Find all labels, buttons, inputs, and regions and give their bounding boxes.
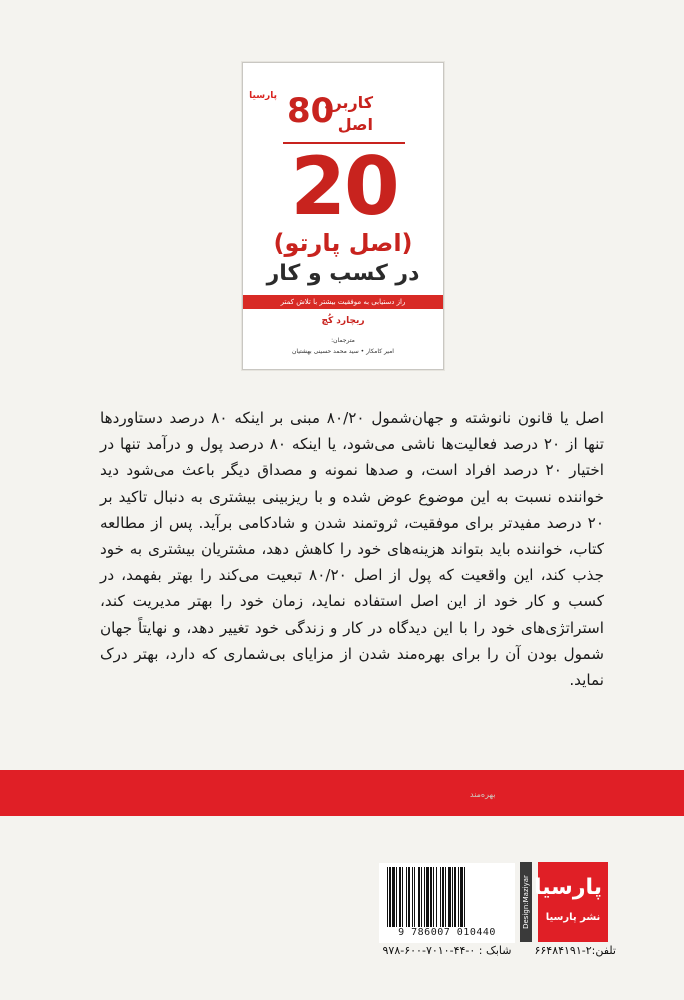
- translators-label: مترجمان:: [331, 337, 355, 344]
- front-cover-thumbnail: [242, 62, 444, 370]
- faint-watermark-text: بهره‌مند: [470, 790, 496, 799]
- cover-author: ریچارد کُچ: [321, 316, 365, 326]
- cover-title-line2: اصل: [337, 115, 373, 134]
- cover-title-line1: کاربرد: [324, 93, 373, 112]
- publisher-logo: [533, 862, 608, 942]
- number-20: 20: [290, 140, 398, 233]
- barcode-bars-icon: [385, 867, 509, 927]
- cover-tagline: راز دستیابی به موفقیت بیشتر با تلاش کمتر: [243, 295, 443, 309]
- number-80: 80: [287, 91, 335, 131]
- isbn-text: شابک : ۰-۴۴-۷۰۱۰-۶۰۰-۹۷۸: [382, 944, 512, 957]
- red-band: [0, 770, 684, 816]
- cover-title-line3: در کسب و کار: [266, 261, 420, 286]
- cover-subtitle: (اصل پارتو): [273, 229, 413, 257]
- design-credit: [520, 862, 532, 942]
- phone-number: تلفن:۲-۶۶۴۸۴۱۹۱: [534, 944, 616, 957]
- barcode-number: 9 786007 010440: [398, 927, 496, 938]
- barcode: [379, 863, 515, 943]
- publisher-logo-name: نشر پارسیا: [545, 912, 601, 923]
- book-description: اصل یا قانون نانوشته و جهان‌شمول ۸۰/۲۰ مبنی بر اینکه ۸۰ درصد دستاوردها تنها از ۲۰ درصد فعالیت‌ها ناشی می‌شود، یا اینکه ۸۰ درصد پول و درآمد تنها در اختیار ۲۰ درصد افراد است، و صدها نمونه و مصداق دیگر باعث می‌شود دید خواننده نسبت به این موضوع عوض شده و با ریزبینی بیشتری به دنبال تاکید بر ۲۰ درصد مفیدتر برای موفقیت، ثروتمند شدن و شادکامی برآید. پس از مطالعه کتاب، خواننده باید بتواند هزینه‌های خود را کاهش دهد، مشتریان بیشتری به خود جذب کند، این واقعیت که پول از اصل ۸۰/۲۰ تبعیت می‌کند را بهتر بفهمد، در کسب و کار خود از این اصل استفاده نماید، زمان خود را بهتر مدیریت کند، استراتژی‌های خود را با این دیدگاه در کار و زندگی خود تغییر دهد، و نهایتاً جهان شمول بودن آن را برای بهره‌مند شدن از مزایای بی‌شماری که دارد، بهتر درک نماید.: [100, 409, 604, 690]
- publisher-mark: پارسیا: [249, 91, 277, 101]
- publisher-logo-mark: پارسیا: [533, 875, 602, 900]
- design-credit-text: Design:Maziyar: [522, 875, 530, 929]
- translators-names: امیر کامکار • سید محمد حسینی بهشتیان: [292, 348, 394, 355]
